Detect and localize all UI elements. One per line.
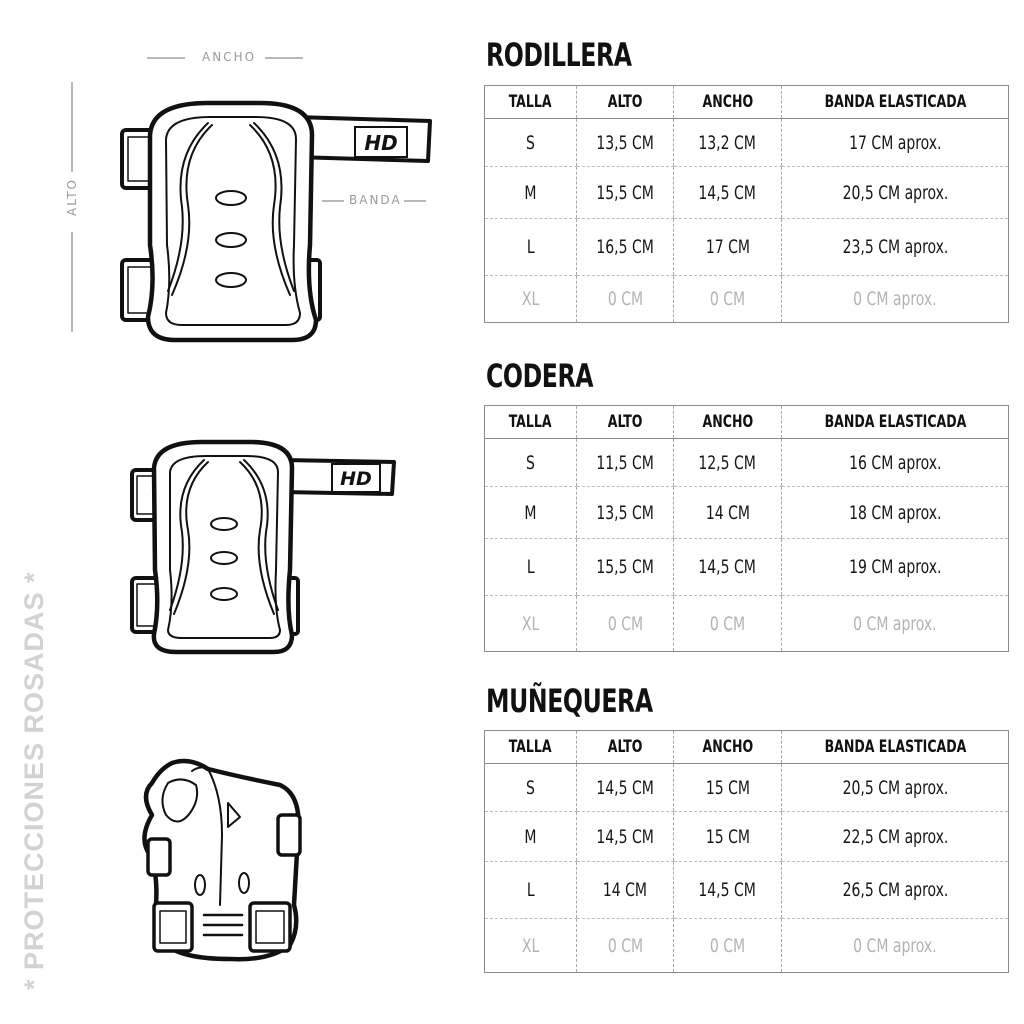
ancho-cell: 14,5 CM	[674, 862, 782, 919]
column-header-banda: BANDA ELASTICADA	[782, 731, 1009, 764]
ancho-line-right	[265, 57, 303, 59]
ancho-cell: 12,5 CM	[674, 439, 782, 487]
size-cell: M	[485, 812, 577, 862]
table-row	[485, 487, 1009, 539]
column-header-banda: BANDA ELASTICADA	[782, 86, 1009, 119]
elbow-pad-logo: HD	[340, 468, 372, 490]
ancho-cell: 17 CM	[674, 219, 782, 276]
alto-cell: 14,5 CM	[577, 812, 674, 862]
size-cell: S	[485, 439, 577, 487]
ancho-cell: 15 CM	[674, 812, 782, 862]
banda-cell: 26,5 CM aprox.	[782, 862, 1009, 919]
knee-pad-illustration	[110, 95, 440, 355]
table-row	[485, 596, 1009, 652]
size-cell: S	[485, 764, 577, 812]
table-row	[485, 219, 1009, 276]
alto-cell: 0 CM	[577, 596, 674, 652]
column-header-talla: TALLA	[485, 406, 577, 439]
ancho-cell: 14,5 CM	[674, 167, 782, 219]
size-cell: S	[485, 119, 577, 167]
banda-cell: 20,5 CM aprox.	[782, 167, 1009, 219]
table-row	[485, 119, 1009, 167]
table-header-row	[485, 86, 1009, 119]
banda-cell: 18 CM aprox.	[782, 487, 1009, 539]
table-row	[485, 862, 1009, 919]
size-cell: L	[485, 539, 577, 596]
ancho-cell: 14,5 CM	[674, 539, 782, 596]
alto-cell: 13,5 CM	[577, 119, 674, 167]
table-row	[485, 764, 1009, 812]
banda-cell: 20,5 CM aprox.	[782, 764, 1009, 812]
banda-cell: 22,5 CM aprox.	[782, 812, 1009, 862]
size-cell: XL	[521, 288, 540, 310]
column-header-alto: ALTO	[577, 86, 674, 119]
column-header-ancho: ANCHO	[674, 406, 782, 439]
codera-title: CODERA	[486, 357, 594, 395]
banda-cell: 17 CM aprox.	[782, 119, 1009, 167]
table-header-row	[485, 731, 1009, 764]
ancho-label: ANCHO	[202, 50, 257, 64]
alto-line-top	[71, 82, 73, 172]
size-cell: XL	[521, 612, 540, 635]
alto-cell: 13,5 CM	[577, 487, 674, 539]
alto-cell: 0 CM	[577, 276, 674, 323]
ancho-cell: 14 CM	[674, 487, 782, 539]
wrist-guard-illustration	[130, 755, 320, 970]
elbow-pad-illustration	[122, 430, 412, 660]
banda-cell: 19 CM aprox.	[782, 539, 1009, 596]
banda-cell: 0 CM aprox.	[782, 596, 1009, 652]
table-row	[485, 812, 1009, 862]
table-header-row	[485, 406, 1009, 439]
alto-cell: 0 CM	[577, 919, 674, 973]
munequera-size-table	[484, 730, 1009, 973]
ancho-cell: 15 CM	[674, 764, 782, 812]
alto-line-bottom	[71, 232, 73, 332]
table-row	[485, 539, 1009, 596]
size-cell: L	[485, 219, 577, 276]
column-header-alto: ALTO	[577, 731, 674, 764]
column-header-alto: ALTO	[577, 406, 674, 439]
size-cell: XL	[521, 934, 540, 957]
column-header-banda: BANDA ELASTICADA	[782, 406, 1009, 439]
ancho-line-left	[147, 57, 185, 59]
ancho-cell: 13,2 CM	[674, 119, 782, 167]
banda-cell: 0 CM aprox.	[782, 276, 1009, 323]
codera-size-table	[484, 405, 1009, 652]
size-cell: M	[485, 167, 577, 219]
banda-cell: 0 CM aprox.	[782, 919, 1009, 973]
table-row	[485, 276, 1009, 323]
munequera-title: MUÑEQUERA	[486, 682, 653, 720]
banda-cell: 16 CM aprox.	[782, 439, 1009, 487]
table-row	[485, 167, 1009, 219]
alto-cell: 15,5 CM	[577, 539, 674, 596]
rodillera-size-table	[484, 85, 1009, 323]
column-header-talla: TALLA	[485, 731, 577, 764]
size-cell: L	[485, 862, 577, 919]
column-header-ancho: ANCHO	[674, 731, 782, 764]
alto-cell: 14,5 CM	[577, 764, 674, 812]
column-header-talla: TALLA	[485, 86, 577, 119]
column-header-ancho: ANCHO	[674, 86, 782, 119]
table-row	[485, 919, 1009, 973]
table-row	[485, 439, 1009, 487]
alto-cell: 15,5 CM	[577, 167, 674, 219]
ancho-cell: 0 CM	[674, 596, 782, 652]
alto-cell: 16,5 CM	[577, 219, 674, 276]
rodillera-title: RODILLERA	[486, 36, 632, 74]
size-cell: M	[485, 487, 577, 539]
banda-label: BANDA	[349, 193, 402, 207]
ancho-cell: 0 CM	[674, 919, 782, 973]
alto-label: ALTO	[65, 177, 79, 217]
alto-cell: 11,5 CM	[577, 439, 674, 487]
alto-cell: 14 CM	[577, 862, 674, 919]
banda-cell: 23,5 CM aprox.	[782, 219, 1009, 276]
side-label: * PROTECCIONES ROSADAS *	[19, 571, 49, 990]
ancho-cell: 0 CM	[674, 276, 782, 323]
knee-pad-logo: HD	[364, 131, 398, 155]
